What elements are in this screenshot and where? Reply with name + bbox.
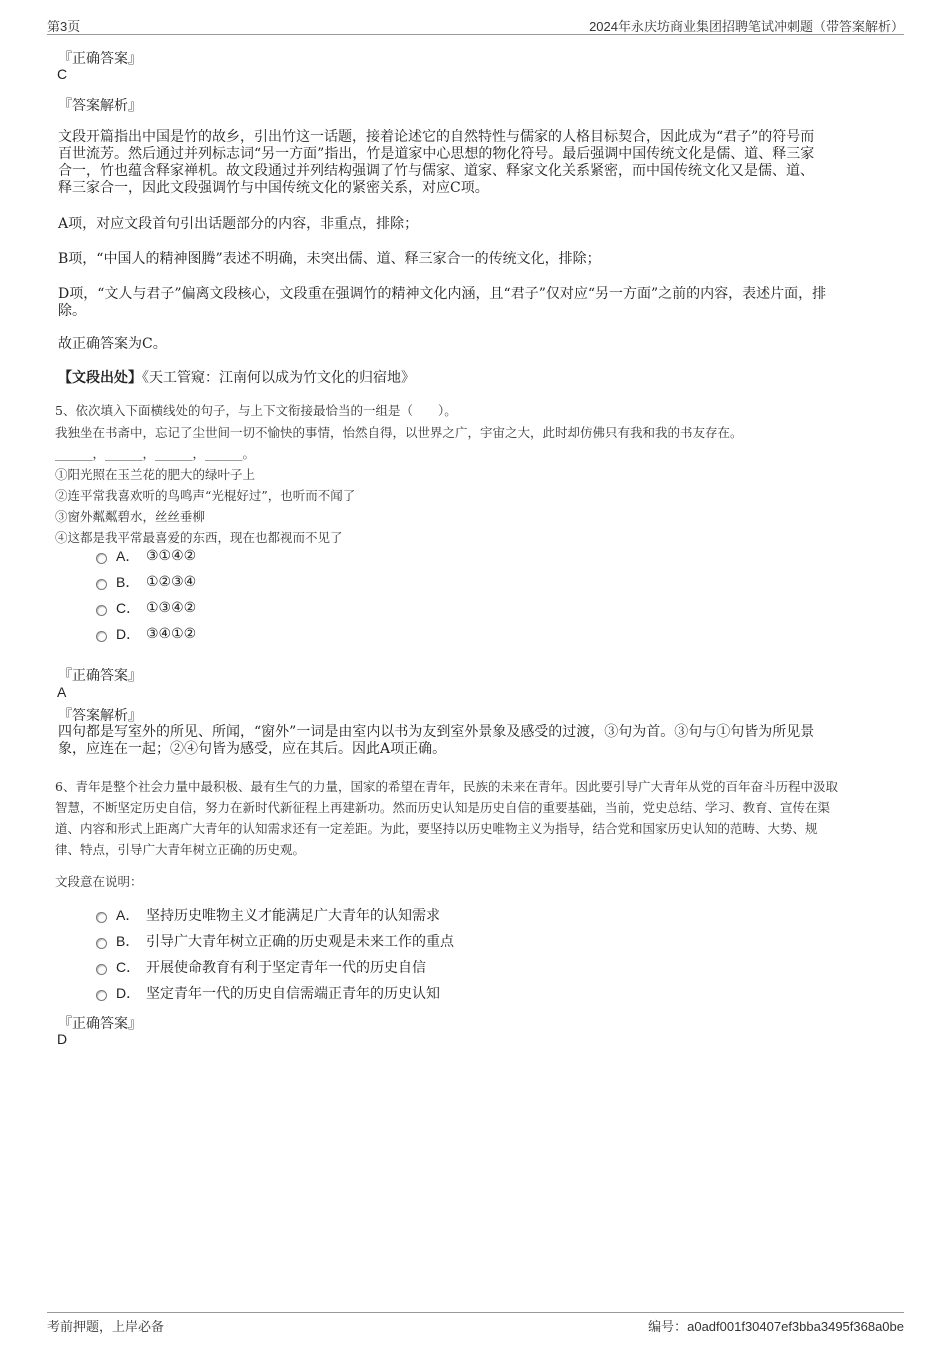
q5-sentence: ①阳光照在玉兰花的肥大的绿叶子上 [55, 467, 256, 482]
q5-option-c[interactable] [96, 597, 196, 619]
q4-item-d-line: 除。 [58, 303, 86, 319]
q6-stem-line: 6、青年是整个社会力量中最积极、最有生气的力量，国家的希望在青年，民族的未来在青年。因此要引导广大青年从党的百年奋斗历程中汲取 [55, 779, 838, 794]
option-letter: C． [116, 600, 141, 616]
page-header [47, 14, 904, 35]
q4-item-b: B项，“中国人的精神图腾”表述不明确，未突出儒、道、释三家合一的传统文化，排除； [58, 251, 601, 267]
q5-correct-answer-value: A [57, 684, 67, 700]
q4-item-a: A项，对应文段首句引出话题部分的内容，非重点，排除； [58, 216, 419, 232]
q4-analysis-text [58, 129, 898, 197]
option-letter: B． [116, 574, 140, 590]
option-letter: D． [116, 985, 141, 1001]
q4-item-d-line: D项，“文人与君子”偏离文段核心，文段重在强调竹的精神文化内涵，且“君子”仅对应“另一方面”之前的内容，表述片面，排 [58, 286, 827, 302]
option-text: ①③④② [146, 600, 197, 616]
q4-conclusion: 故正确答案为C。 [58, 336, 167, 352]
radio-button-icon[interactable] [96, 553, 107, 564]
q6-stem-line: 律、特点，引导广大青年树立正确的历史观。 [55, 842, 306, 857]
q5-correct-answer-label: 『正确答案』 [58, 668, 142, 684]
q4-analysis-line: 文段开篇指出中国是竹的故乡，引出竹这一话题，接着论述它的自然特性与儒家的人格目标契合，因此成为“君子”的符号而 [58, 129, 815, 145]
q4-source [58, 370, 415, 387]
q6-option-a[interactable] [96, 904, 440, 926]
q5-option-b[interactable] [96, 571, 196, 593]
option-letter: A． [116, 907, 140, 923]
option-text: ③①④② [146, 548, 197, 564]
q5-analysis-label: 『答案解析』 [58, 708, 142, 724]
q4-source-label: 【文段出处】 [58, 370, 142, 386]
option-text: ①②③④ [146, 574, 197, 590]
q5-analysis-text [58, 724, 898, 758]
radio-button-icon[interactable] [96, 631, 107, 642]
radio-button-icon[interactable] [96, 579, 107, 590]
option-letter: C． [116, 959, 141, 975]
q4-correct-answer-value: C [57, 66, 68, 82]
q6-correct-answer-label: 『正确答案』 [58, 1016, 142, 1032]
option-text: 开展使命教育有利于坚定青年一代的历史自信 [146, 960, 426, 976]
option-letter: A． [116, 548, 140, 564]
q6-option-c[interactable] [96, 956, 426, 978]
q5-blanks: ______，______，______，______。 [55, 446, 256, 461]
document-title: 2024年永庆坊商业集团招聘笔试冲刺题（带答案解析） [589, 19, 904, 34]
q6-option-d[interactable] [96, 982, 440, 1004]
q4-correct-answer-label: 『正确答案』 [58, 51, 142, 67]
option-text: ③④①② [146, 626, 197, 642]
option-text: 坚定青年一代的历史自信需端正青年的历史认知 [146, 986, 440, 1002]
q4-analysis-line: 释三家合一，因此文段强调竹与中国传统文化的紧密关系，对应C项。 [58, 180, 489, 196]
footer-slogan: 考前押题，上岸必备 [47, 1319, 165, 1334]
q5-analysis-line: 象，应连在一起；②④句皆为感受，应在其后。因此A项正确。 [58, 741, 447, 757]
q5-passage: 我独坐在书斋中，忘记了尘世间一切不愉快的事情，怡然自得，以世界之广，宇宙之大，此时却仿佛只有我和我的书友存在。 [55, 425, 743, 440]
q4-source-text: 《天工管窥：江南何以成为竹文化的归宿地》 [142, 370, 415, 386]
q5-sentence-list [55, 464, 355, 548]
radio-button-icon[interactable] [96, 990, 107, 1001]
q5-analysis-line: 四句都是写室外的所见、所闻，“窗外”一词是由室内以书为友到室外景象及感受的过渡，③句为首。③句与①句皆为所见景 [58, 724, 815, 740]
q5-option-a[interactable] [96, 545, 196, 567]
option-text: 引导广大青年树立正确的历史观是未来工作的重点 [146, 934, 454, 950]
q5-stem: 5、依次填入下面横线处的句子，与上下文衔接最恰当的一组是（ ）。 [55, 403, 457, 418]
q5-option-d[interactable] [96, 623, 196, 645]
q6-option-b[interactable] [96, 930, 454, 952]
q6-prompt: 文段意在说明： [55, 874, 143, 889]
q6-stem-line: 智慧，不断坚定历史自信，努力在新时代新征程上再建新功。然而历史认知是历史自信的重要基础，当前，党史总结、学习、教育、宣传在渠 [55, 800, 831, 815]
q4-item-d [58, 286, 898, 320]
radio-button-icon[interactable] [96, 938, 107, 949]
option-letter: B． [116, 933, 140, 949]
page-footer [47, 1312, 904, 1335]
q5-sentence: ④这都是我平常最喜爱的东西，现在也都视而不见了 [55, 530, 343, 545]
option-text: 坚持历史唯物主义才能满足广大青年的认知需求 [146, 908, 440, 924]
q5-sentence: ②连平常我喜欢听的鸟鸣声“光棍好过”，也听而不闻了 [55, 488, 356, 503]
q5-sentence: ③窗外粼粼碧水，丝丝垂柳 [55, 509, 206, 524]
radio-button-icon[interactable] [96, 605, 107, 616]
q4-analysis-line: 合一，竹也蕴含释家禅机。故文段通过并列结构强调了竹与儒家、道家、释家文化关系紧密，而中国传统文化又是儒、道、 [58, 163, 814, 179]
q4-analysis-label: 『答案解析』 [58, 98, 142, 114]
radio-button-icon[interactable] [96, 912, 107, 923]
radio-button-icon[interactable] [96, 964, 107, 975]
document-code: 编号：a0adf001f30407ef3bba3495f368a0be [648, 1319, 904, 1334]
q6-correct-answer-value: D [57, 1031, 68, 1047]
q4-analysis-line: 百世流芳。然后通过并列标志词“另一方面”指出，竹是道家中心思想的物化符号。最后强调中国传统文化是儒、道、释三家 [58, 146, 815, 162]
q6-stem-line: 道、内容和形式上距离广大青年的认知需求还有一定差距。为此，要坚持以历史唯物主义为指导，结合党和国家历史认知的范畴、大势、规 [55, 821, 818, 836]
option-letter: D． [116, 626, 141, 642]
page-number: 第3页 [47, 19, 81, 34]
q6-stem [55, 776, 905, 860]
